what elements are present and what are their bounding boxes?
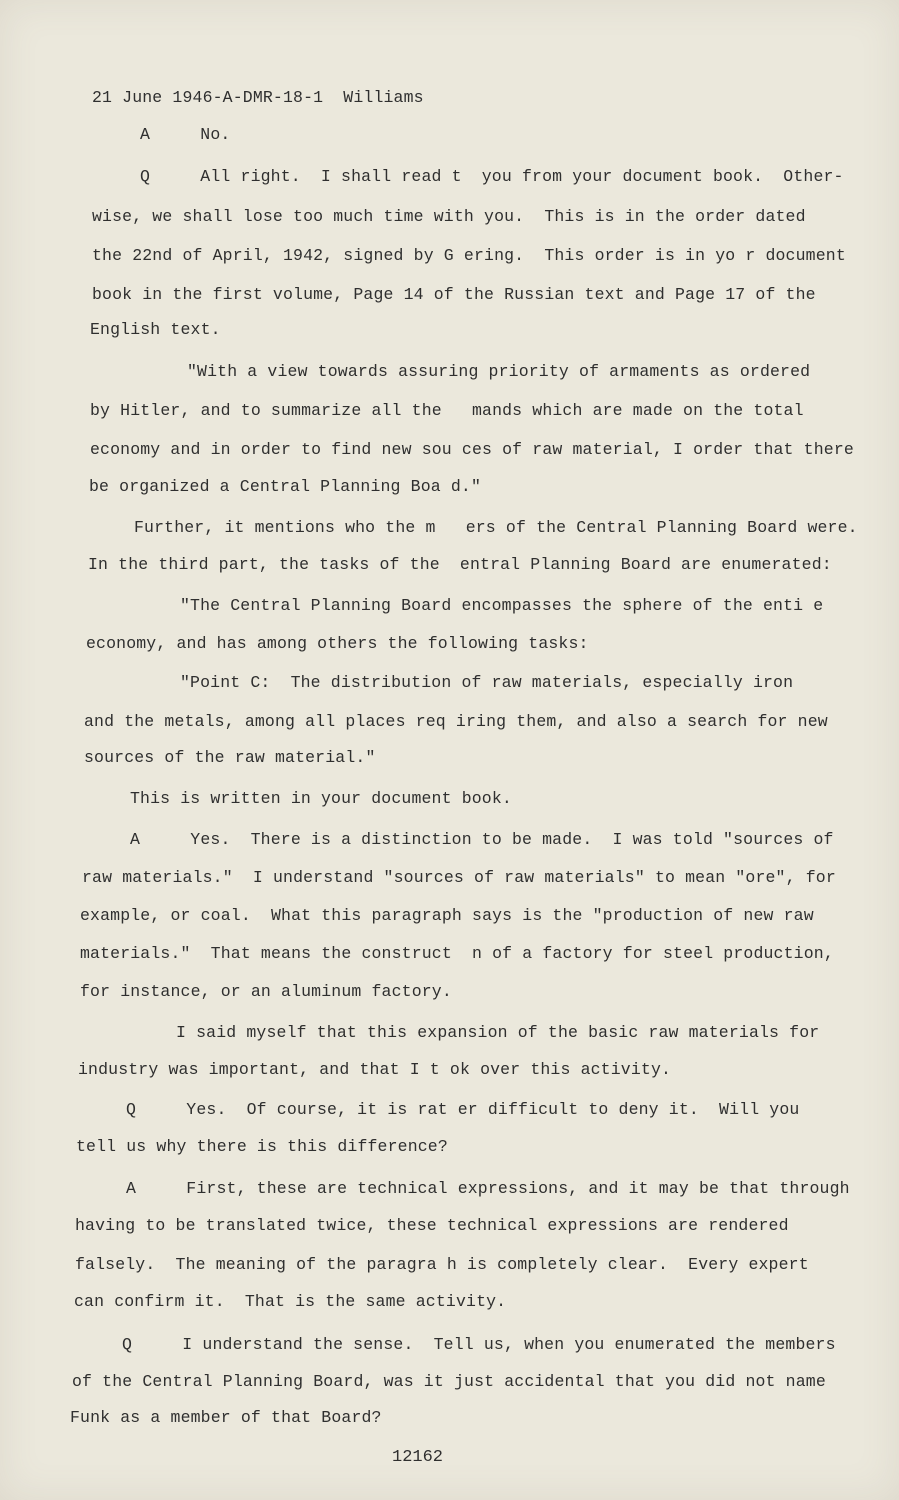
text-line: for instance, or an aluminum factory.	[80, 982, 452, 1001]
text-line: falsely. The meaning of the paragra h is completely clear. Every expert	[75, 1255, 809, 1274]
text-line: In the third part, the tasks of the entral Planning Board are enumerated:	[88, 555, 832, 574]
text-line: A No.	[140, 125, 231, 144]
text-line: Q I understand the sense. Tell us, when you enumerated the members	[122, 1335, 836, 1354]
text-line: and the metals, among all places req iring them, and also a search for new	[84, 712, 828, 731]
text-line: I said myself that this expansion of the basic raw materials for	[176, 1023, 820, 1042]
text-line: "Point C: The distribution of raw materials, especially iron	[180, 673, 794, 692]
document-header: 21 June 1946-A-DMR-18-1 Williams	[92, 88, 424, 107]
text-line: materials." That means the construct n of a factory for steel production,	[80, 944, 834, 963]
text-line: example, or coal. What this paragraph says is the "production of new raw	[80, 906, 814, 925]
text-line: can confirm it. That is the same activity.	[74, 1292, 507, 1311]
text-line: the 22nd of April, 1942, signed by G ering. This order is in yo r document	[92, 246, 846, 265]
text-line: This is written in your document book.	[130, 789, 512, 808]
text-line: raw materials." I understand "sources of raw materials" to mean "ore", for	[82, 868, 836, 887]
text-line: "With a view towards assuring priority of armaments as ordered	[187, 362, 811, 381]
text-line: by Hitler, and to summarize all the mands which are made on the total	[90, 401, 804, 420]
text-line: wise, we shall lose too much time with you. This is in the order dated	[92, 207, 806, 226]
text-line: economy, and has among others the following tasks:	[86, 634, 589, 653]
text-line: tell us why there is this difference?	[76, 1137, 448, 1156]
text-line: Q All right. I shall read t you from your document book. Other-	[140, 167, 844, 186]
text-line: having to be translated twice, these technical expressions are rendered	[75, 1216, 789, 1235]
text-line: sources of the raw material."	[84, 748, 376, 767]
text-line: be organized a Central Planning Boa d."	[89, 477, 482, 496]
text-line: A Yes. There is a distinction to be made. I was told "sources of	[130, 830, 834, 849]
text-line: economy and in order to find new sou ces of raw material, I order that there	[90, 440, 854, 459]
text-line: Q Yes. Of course, it is rat er difficult to deny it. Will you	[126, 1100, 800, 1119]
text-line: A First, these are technical expressions, and it may be that through	[126, 1179, 850, 1198]
text-line: of the Central Planning Board, was it just accidental that you did not name	[72, 1372, 826, 1391]
text-line: industry was important, and that I t ok over this activity.	[78, 1060, 672, 1079]
text-line: English text.	[90, 320, 221, 339]
text-line: Further, it mentions who the m ers of the Central Planning Board were.	[134, 518, 858, 537]
text-line: book in the first volume, Page 14 of the Russian text and Page 17 of the	[92, 285, 816, 304]
text-line: Funk as a member of that Board?	[70, 1408, 382, 1427]
page-number: 12162	[392, 1448, 444, 1467]
text-line: "The Central Planning Board encompasses the sphere of the enti e	[180, 596, 824, 615]
